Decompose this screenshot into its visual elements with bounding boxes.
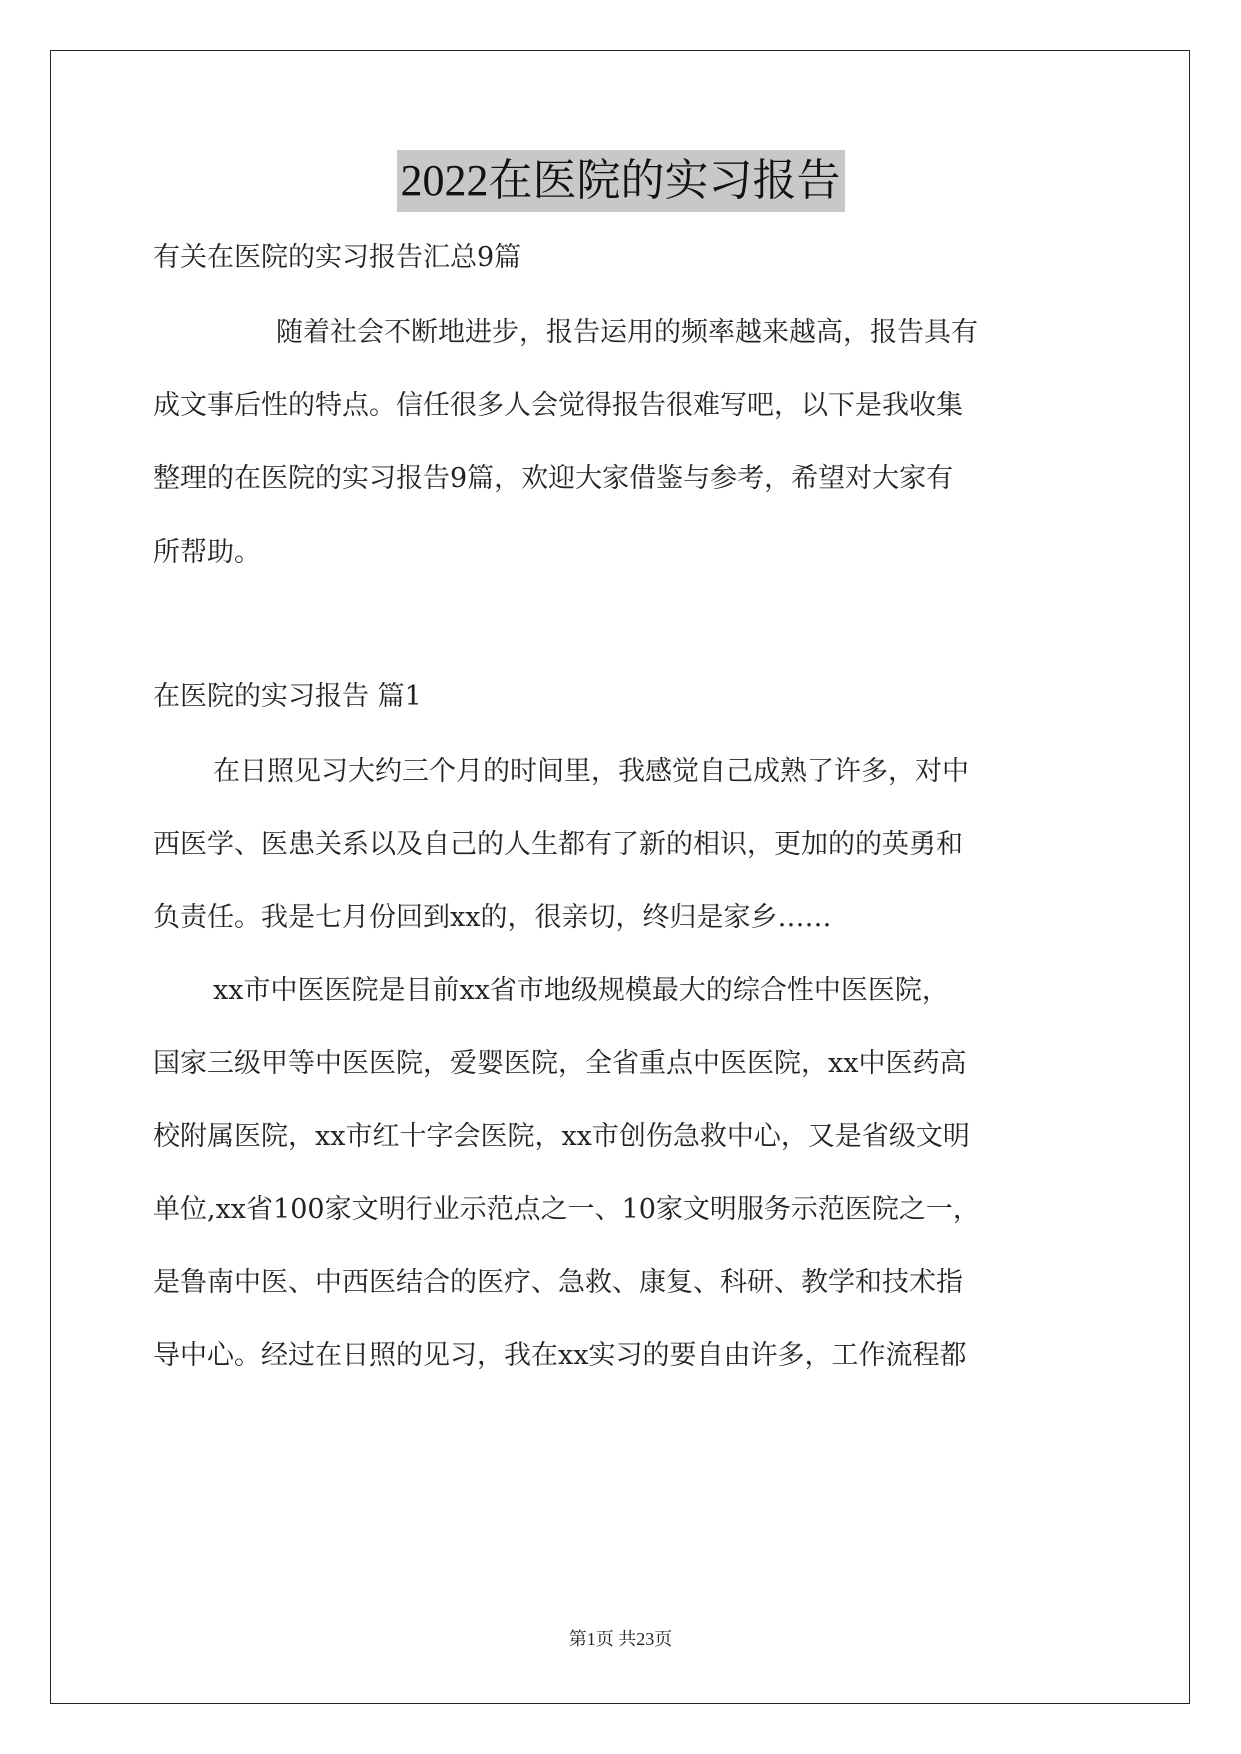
body-line: 国家三级甲等中医医院，爱婴医院，全省重点中医医院，xx中医药高 [153, 1048, 967, 1079]
document-title: 2022在医院的实习报告 [397, 150, 845, 212]
page-footer: 第1页 共23页 [568, 1629, 673, 1649]
body-line: 负责任。我是七月份回到xx的，很亲切，终归是家乡…… [153, 902, 832, 933]
page-border [50, 50, 1190, 1704]
body-line: 校附属医院，xx市红十字会医院，xx市创伤急救中心，又是省级文明 [153, 1121, 970, 1152]
body-line: 导中心。经过在日照的见习，我在xx实习的要自由许多，工作流程都 [153, 1340, 967, 1371]
subtitle: 有关在医院的实习报告汇总9篇 [153, 242, 522, 273]
intro-line: 随着社会不断地进步，报告运用的频率越来越高，报告具有 [276, 317, 978, 348]
body-line: 单位,xx省100家文明行业示范点之一、10家文明服务示范医院之一， [153, 1194, 980, 1225]
intro-line: 成文事后性的特点。信任很多人会觉得报告很难写吧，以下是我收集 [153, 390, 963, 421]
body-line: 是鲁南中医、中西医结合的医疗、急救、康复、科研、教学和技术指 [153, 1267, 963, 1298]
intro-line: 所帮助。 [153, 537, 261, 568]
title-container [0, 150, 1241, 212]
body-line: 西医学、医患关系以及自己的人生都有了新的相识，更加的的英勇和 [153, 829, 963, 860]
body-line: 在日照见习大约三个月的时间里，我感觉自己成熟了许多，对中 [213, 756, 969, 787]
body-line: xx市中医医院是目前xx省市地级规模最大的综合性中医医院， [213, 975, 949, 1006]
section-heading: 在医院的实习报告 篇1 [153, 681, 422, 712]
intro-line: 整理的在医院的实习报告9篇，欢迎大家借鉴与参考，希望对大家有 [153, 463, 954, 494]
